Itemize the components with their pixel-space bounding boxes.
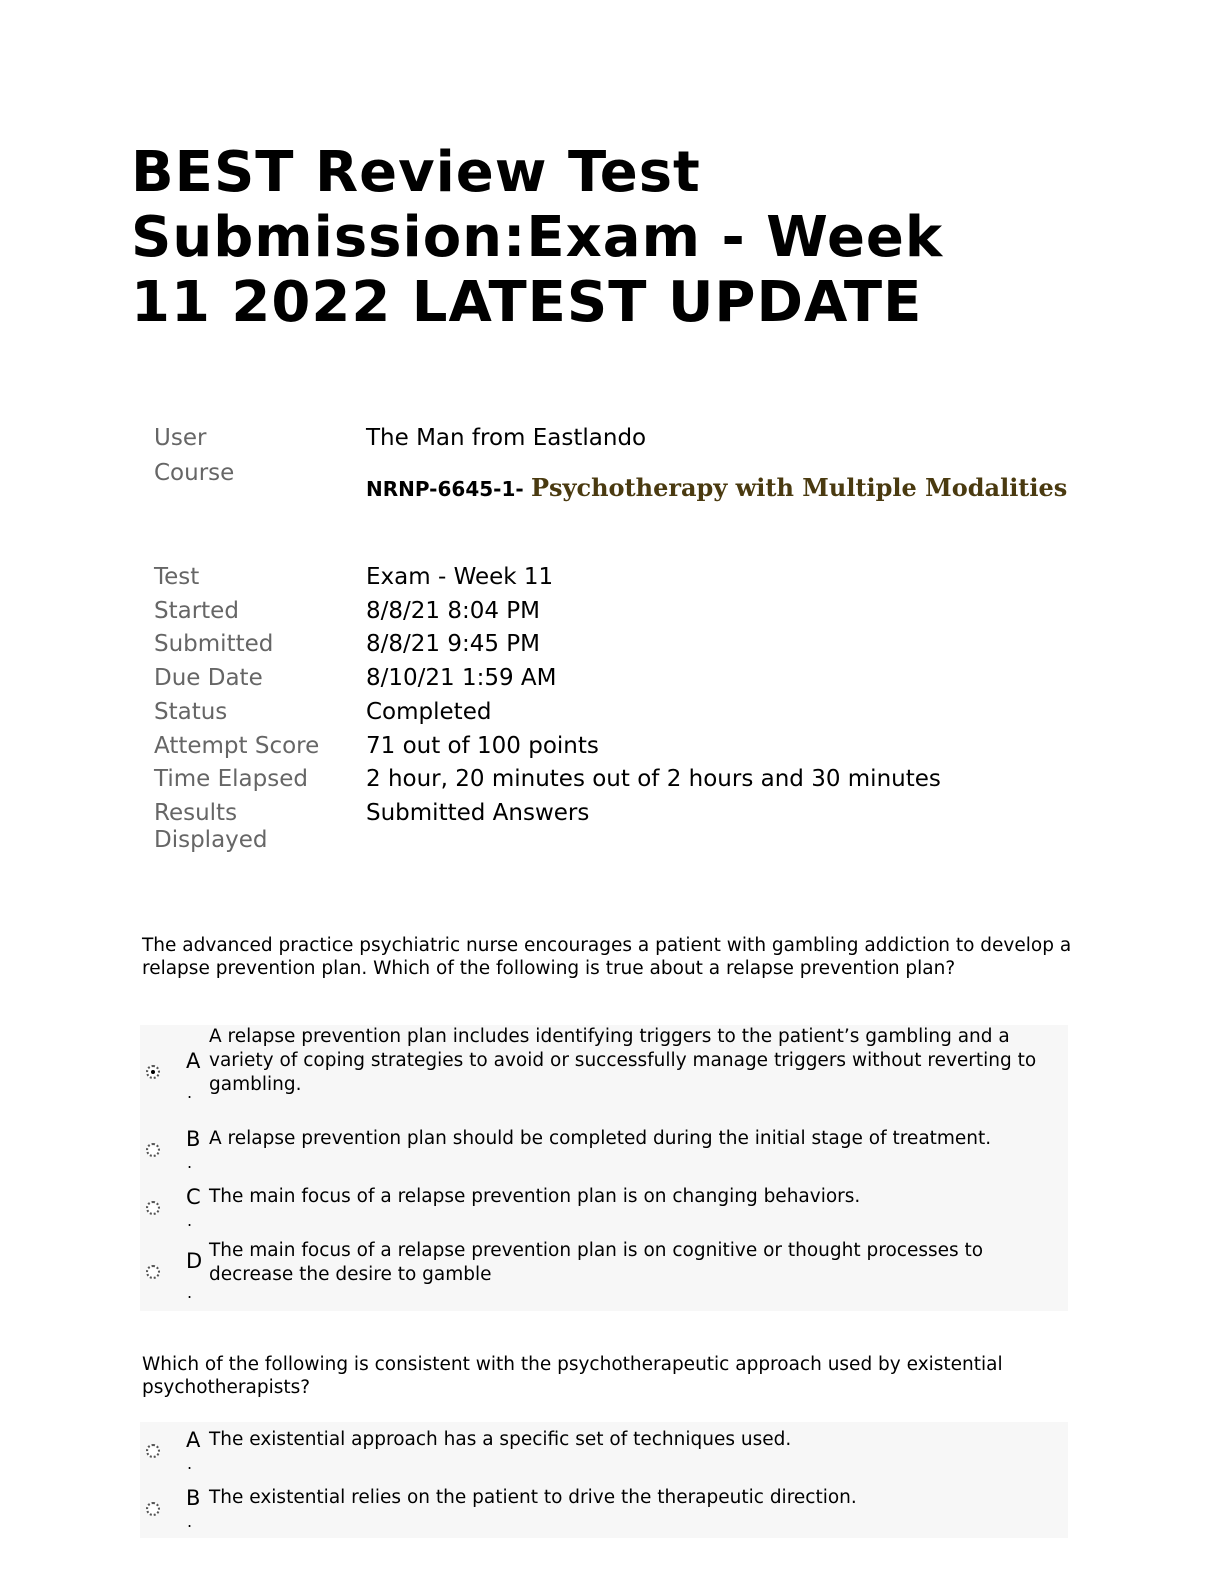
course-label: Course [154,460,235,486]
test-label: Test [154,564,200,590]
option-letter-dot: . [187,1454,193,1473]
option-letter-dot: . [187,1153,193,1172]
option-letter-dot: . [187,1512,193,1531]
submitted-value: 8/8/21 9:45 PM [366,631,541,657]
question-text: The advanced practice psychiatric nurse encourages a patient with gambling addiction to develop a relapse prevention plan. Which of the following is true about a relapse prevention plan? [142,935,1072,979]
option-text: A relapse prevention plan includes identifying triggers to the patient’s gambling and a variety of coping strategies to avoid or successfully manage triggers without reverting to gambling. [209,1026,1037,1095]
started-value: 8/8/21 8:04 PM [366,598,541,624]
option-letter-dot: . [187,1211,193,1230]
option-letter: C [186,1185,201,1209]
time-elapsed-value: 2 hour, 20 minutes out of 2 hours and 30 minutes [366,766,941,792]
answer-options [140,1422,1068,1538]
user-value: The Man from Eastlando [366,425,647,451]
option-letter: D [186,1249,203,1273]
option-letter-dot: . [187,1283,193,1302]
course-code: NRNP-6645-1- [366,477,524,501]
option-text: The main focus of a relapse prevention plan is on changing behaviors. [209,1186,861,1207]
radio-button[interactable] [146,1201,160,1215]
radio-button[interactable] [146,1265,160,1279]
course-value [366,474,1126,503]
user-label: User [154,425,207,451]
results-displayed-value: Submitted Answers [366,800,590,826]
option-letter: A [186,1428,201,1452]
option-letter: B [186,1127,201,1151]
radio-button[interactable] [146,1502,160,1516]
results-label-line-2: Displayed [154,827,268,853]
attempt-score-value: 71 out of 100 points [366,733,599,759]
test-value: Exam - Week 11 [366,564,554,590]
due-date-value: 8/10/21 1:59 AM [366,665,557,691]
question-text: Which of the following is consistent with the psychotherapeutic approach used by existential psychotherapists? [142,1354,1003,1398]
radio-button[interactable] [146,1143,160,1157]
due-date-label: Due Date [154,665,263,691]
option-text: The existential approach has a specific set of techniques used. [209,1429,792,1450]
answer-option[interactable] [140,1484,1068,1536]
answer-option[interactable] [140,1025,1068,1111]
answer-option[interactable] [140,1125,1068,1175]
answer-option[interactable] [140,1183,1068,1233]
page-title: BEST Review Test Submission:Exam - Week 11 2022 LATEST UPDATE [131,140,944,335]
status-value: Completed [366,699,492,725]
answer-option[interactable] [140,1426,1068,1478]
attempt-score-label: Attempt Score [154,733,320,759]
started-label: Started [154,598,239,624]
option-text: The existential relies on the patient to drive the therapeutic direction. [209,1487,857,1508]
answer-option[interactable] [140,1239,1068,1309]
results-displayed-label [154,800,354,854]
time-elapsed-label: Time Elapsed [154,766,308,792]
radio-button[interactable] [146,1065,160,1079]
option-text: A relapse prevention plan should be completed during the initial stage of treatment. [209,1128,992,1149]
status-label: Status [154,699,228,725]
option-letter: B [186,1486,201,1510]
option-letter: A [186,1049,201,1073]
submitted-label: Submitted [154,631,274,657]
radio-button[interactable] [146,1444,160,1458]
option-text: The main focus of a relapse prevention plan is on cognitive or thought processes to decrease the desire to gamble [209,1240,984,1285]
results-label-line-1: Results [154,800,238,826]
answer-options [140,1025,1068,1311]
course-name: Psychotherapy with Multiple Modalities [530,473,1068,502]
option-letter-dot: . [187,1083,193,1102]
